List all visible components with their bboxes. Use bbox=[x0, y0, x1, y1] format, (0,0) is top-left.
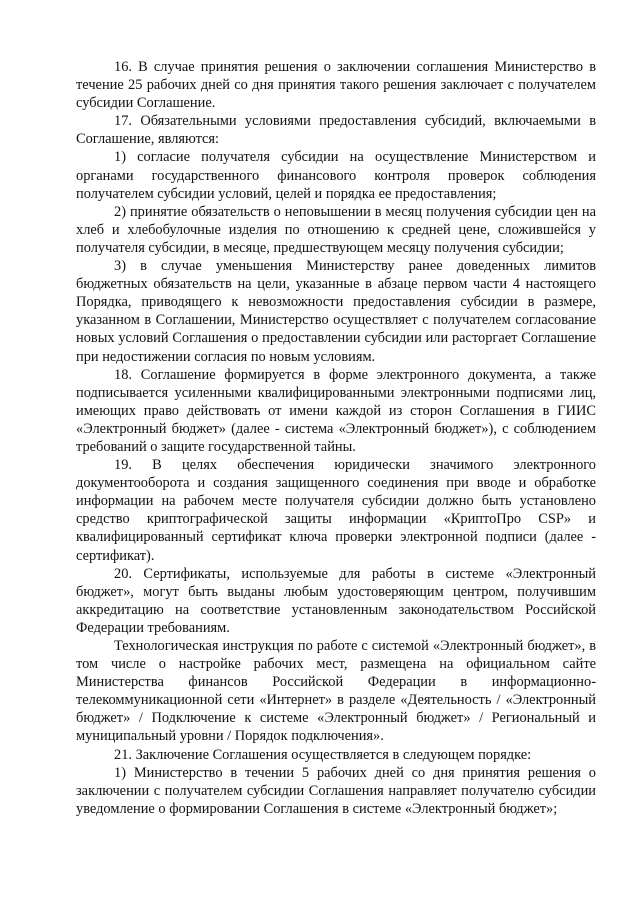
paragraph-21-item-1: 1) Министерство в течении 5 рабочих дней со дня принятия решения о заключении с получателем субсидии Соглашения направляет получателю субсидии уведомление о формировании Соглашения в системе «Электронный бюджет»; bbox=[76, 764, 596, 817]
paragraph-20: 20. Сертификаты, используемые для работы в системе «Электронный бюджет», могут быть выданы любым удостоверяющим центром, получившим аккредитацию на соответствие установленным законодательством Российской Федерации требованиям. bbox=[76, 565, 596, 636]
paragraph-18: 18. Соглашение формируется в форме электронного документа, а также подписывается усиленными квалифицированными электронными подписями лиц, имеющих право действовать от имени каждой из сторон Соглашения в ГИИС «Электронный бюджет» (далее - система «Электронный бюджет»), с соблюдением требований о защите государственной тайны. bbox=[76, 366, 596, 455]
document-page bbox=[76, 58, 596, 818]
paragraph-16: 16. В случае принятия решения о заключении соглашения Министерство в течение 25 рабочих дней со дня принятия такого решения заключает с получателем субсидии Соглашение. bbox=[76, 59, 596, 112]
paragraph-17-item-2: 2) принятие обязательств о неповышении в месяц получения субсидии цен на хлеб и хлебобулочные изделия по отношению к средней цене, сложившейся у получателя субсидии, в месяце, предшествующем месяцу получения субсидии; bbox=[76, 203, 596, 256]
paragraph-17-item-3: 3) в случае уменьшения Министерству ранее доведенных лимитов бюджетных обязательств на цели, указанные в абзаце первом части 4 настоящего Порядка, приводящего к невозможности предоставления субсидии в размере, указанном в Соглашении, Министерство осуществляет с получателем согласование новых условий Соглашения о предоставлении субсидии или расторгает Соглашение при недостижении согласия по новым условиям. bbox=[76, 258, 596, 365]
paragraph-17-item-1: 1) согласие получателя субсидии на осуществление Министерством и органами государственного финансового контроля проверок соблюдения получателем субсидии условий, целей и порядка ее предоставления; bbox=[76, 149, 596, 202]
paragraph-17: 17. Обязательными условиями предоставления субсидий, включаемыми в Соглашение, являются: bbox=[76, 113, 596, 148]
paragraph-19: 19. В целях обеспечения юридически значимого электронного документооборота и создания защищенного соединения при вводе и обработке информации на рабочем месте получателя субсидии должно быть установлено средство криптографической защиты информации «КриптоПро CSP» и квалифицированный сертификат ключа проверки электронной подписи (далее - сертификат). bbox=[76, 457, 596, 564]
paragraph-21: 21. Заключение Соглашения осуществляется в следующем порядке: bbox=[114, 746, 532, 763]
paragraph-20-instruction: Технологическая инструкция по работе с системой «Электронный бюджет», в том числе о настройке рабочих мест, размещена на официальном сайте Министерства финансов Российской Федерации в информационно-телекоммуникационной сети «Интернет» в разделе «Деятельность / «Электронный бюджет» / Подключение к системе «Электронный бюджет» / Региональный и муниципальный уровни / Порядок подключения». bbox=[76, 638, 596, 745]
